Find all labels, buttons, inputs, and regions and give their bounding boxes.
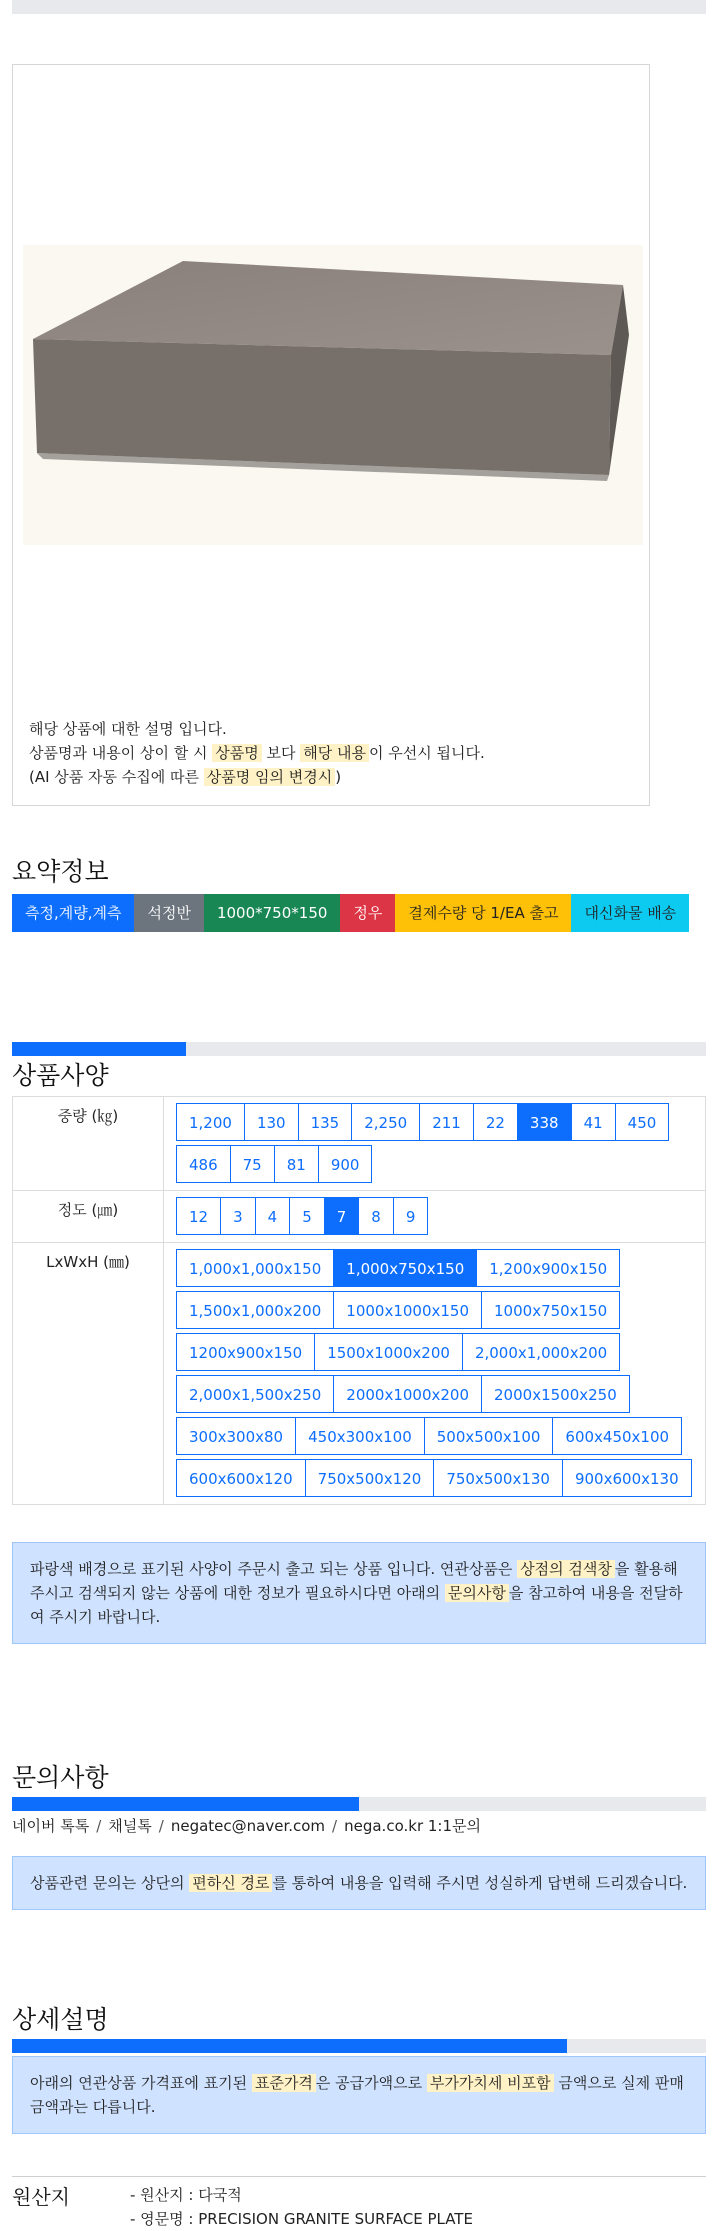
spec-option-button[interactable]: 750x500x130 <box>433 1459 563 1497</box>
summary-tag: 측정,계량,계측 <box>12 894 134 932</box>
spec-option-button[interactable]: 81 <box>274 1145 319 1183</box>
spec-option-button[interactable]: 1000x750x150 <box>481 1291 620 1329</box>
summary-tag: 대신화물 배송 <box>571 894 689 932</box>
spec-row <box>13 1243 706 1505</box>
spec-option-button[interactable]: 135 <box>298 1103 353 1141</box>
origin-label: 원산지 <box>12 2185 70 2209</box>
spec-option-button[interactable]: 1000x1000x150 <box>333 1291 482 1329</box>
spec-row-label: LxWxH (㎜) <box>13 1243 164 1505</box>
detail-progress-bar <box>12 2039 706 2053</box>
spec-option-button[interactable]: 2,000x1,000x200 <box>462 1333 620 1371</box>
contact-channel-link[interactable]: 네이버 톡톡 <box>12 1817 90 1835</box>
contact-channels: 네이버 톡톡 / 채널톡 / negatec@naver.com / nega.co.kr 1:1문의 <box>12 1817 481 1835</box>
spec-option-button[interactable]: 9 <box>393 1197 429 1235</box>
spec-option-button[interactable]: 300x300x80 <box>176 1417 296 1455</box>
contact-channel-link[interactable]: nega.co.kr 1:1문의 <box>344 1817 481 1835</box>
product-image-frame <box>12 64 650 806</box>
summary-title: 요약정보 <box>12 857 109 886</box>
top-divider-bar <box>12 0 706 14</box>
product-image <box>23 245 643 545</box>
spec-option-button[interactable]: 211 <box>419 1103 474 1141</box>
product-image-caption <box>29 717 485 789</box>
spec-option-button[interactable]: 130 <box>244 1103 299 1141</box>
detail-title: 상세설명 <box>12 2005 109 2034</box>
inquiry-progress-bar <box>12 1797 706 1811</box>
spec-row-label: 정도 (㎛) <box>13 1191 164 1243</box>
spec-option-button[interactable]: 486 <box>176 1145 231 1183</box>
inquiry-notice: 상품관련 문의는 상단의 편하신 경로 를 통하여 내용을 입력해 주시면 성실하게 답변해 드리겠습니다. <box>12 1856 706 1910</box>
spec-option-button[interactable]: 2,000x1,500x250 <box>176 1375 334 1413</box>
spec-progress-bar <box>12 1042 706 1056</box>
spec-option-button[interactable]: 5 <box>289 1197 325 1235</box>
summary-tag: 1000*750*150 <box>204 894 340 932</box>
spec-option-button[interactable]: 600x600x120 <box>176 1459 306 1497</box>
spec-option-button[interactable]: 41 <box>571 1103 616 1141</box>
spec-table <box>12 1096 706 1505</box>
spec-option-button[interactable]: 750x500x120 <box>305 1459 435 1497</box>
summary-tag: 정우 <box>340 894 395 932</box>
spec-option-button[interactable]: 2000x1000x200 <box>333 1375 482 1413</box>
contact-channel-link[interactable]: 채널톡 <box>108 1817 152 1835</box>
detail-notice: 아래의 연관상품 가격표에 표기된 표준가격 은 공급가액으로 부가가치세 비포함 금액으로 실제 판매금액과는 다릅니다. <box>12 2056 706 2134</box>
spec-option-button[interactable]: 500x500x100 <box>424 1417 554 1455</box>
spec-option-button[interactable]: 900x600x130 <box>562 1459 692 1497</box>
spec-option-button[interactable]: 22 <box>473 1103 518 1141</box>
spec-option-button[interactable]: 2000x1500x250 <box>481 1375 630 1413</box>
spec-option-button[interactable]: 600x450x100 <box>552 1417 682 1455</box>
spec-option-button[interactable]: 1,200 <box>176 1103 245 1141</box>
spec-option-button[interactable]: 12 <box>176 1197 221 1235</box>
summary-tag: 석정반 <box>134 894 203 932</box>
spec-row <box>13 1097 706 1191</box>
spec-option-button[interactable]: 1,000x1,000x150 <box>176 1249 334 1287</box>
spec-option-button[interactable]: 1,000x750x150 <box>333 1249 477 1287</box>
spec-option-button[interactable]: 75 <box>230 1145 275 1183</box>
spec-option-button[interactable]: 450 <box>615 1103 670 1141</box>
spec-option-button[interactable]: 3 <box>220 1197 256 1235</box>
caption-line-2: 상품명과 내용이 상이 할 시 상품명 보다 해당 내용 이 우선시 됩니다. <box>29 744 485 762</box>
spec-option-button[interactable]: 1500x1000x200 <box>314 1333 463 1371</box>
caption-line-1: 해당 상품에 대한 설명 입니다. <box>29 720 227 738</box>
inquiry-title: 문의사항 <box>12 1763 109 1792</box>
summary-tag: 결제수량 당 1/EA 출고 <box>395 894 571 932</box>
spec-option-button[interactable]: 1,200x900x150 <box>476 1249 620 1287</box>
summary-tags <box>12 894 706 932</box>
spec-notice: 파랑색 배경으로 표기된 사양이 주문시 출고 되는 상품 입니다. 연관상품은 상점의 검색창 을 활용해 주시고 검색되지 않는 상품에 대한 정보가 필요하시다면 아래의 문의사항 을 참고하여 내용을 전달하여 주시기 바랍니다. <box>12 1542 706 1644</box>
spec-option-button[interactable]: 1200x900x150 <box>176 1333 315 1371</box>
spec-option-button[interactable]: 7 <box>324 1197 360 1235</box>
spec-row <box>13 1191 706 1243</box>
spec-option-button[interactable]: 450x300x100 <box>295 1417 425 1455</box>
spec-option-button[interactable]: 4 <box>255 1197 291 1235</box>
spec-option-button[interactable]: 1,500x1,000x200 <box>176 1291 334 1329</box>
origin-section <box>12 2176 706 2228</box>
origin-country: - 원산지 : 다국적 <box>130 2186 242 2204</box>
origin-english-name: - 영문명 : PRECISION GRANITE SURFACE PLATE <box>130 2210 473 2228</box>
caption-line-3: (AI 상품 자동 수집에 따른 상품명 임의 변경시 ) <box>29 768 342 786</box>
spec-option-button[interactable]: 2,250 <box>351 1103 420 1141</box>
spec-option-button[interactable]: 338 <box>517 1103 572 1141</box>
spec-option-button[interactable]: 900 <box>318 1145 373 1183</box>
contact-channel-link[interactable]: negatec@naver.com <box>170 1817 326 1835</box>
spec-row-label: 중량 (㎏) <box>13 1097 164 1191</box>
spec-title: 상품사양 <box>12 1061 109 1090</box>
spec-option-button[interactable]: 8 <box>358 1197 394 1235</box>
